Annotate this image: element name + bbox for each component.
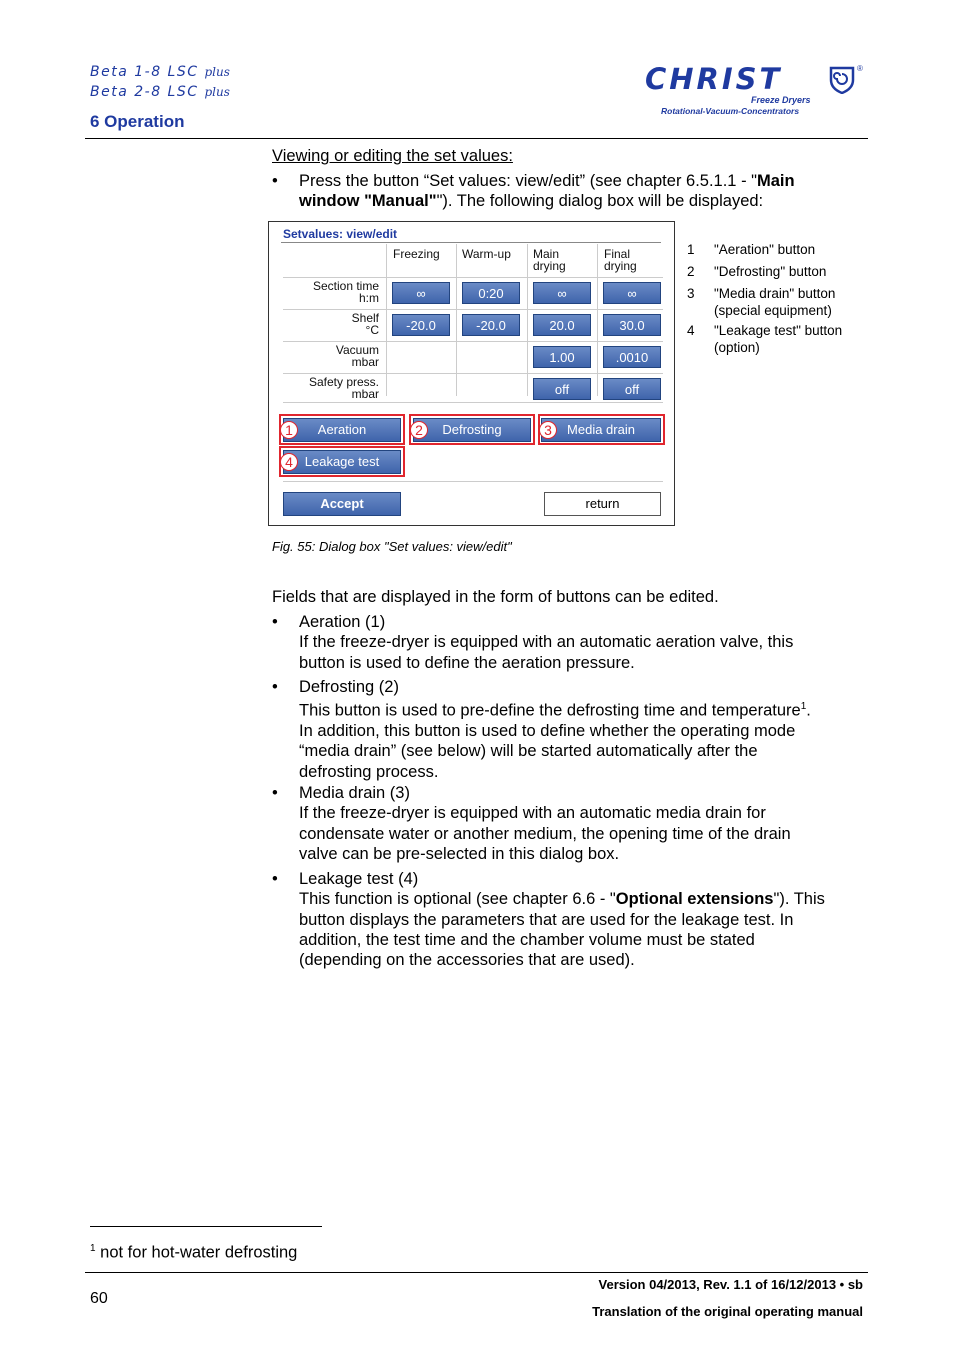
highlight-media-drain: [538, 414, 665, 445]
marker-4: 4: [280, 453, 298, 471]
marker-2: 2: [410, 421, 428, 439]
shelf-final-drying-button[interactable]: 30.0: [603, 314, 661, 336]
header-rule: [85, 138, 868, 139]
row-header-section-time: Section time h:m: [312, 279, 379, 305]
row-header-safety-press: Safety press. mbar: [308, 375, 379, 401]
page-number: 60: [90, 1290, 108, 1307]
figure-caption: Fig. 55: Dialog box "Set values: view/edit": [272, 539, 512, 554]
footer-translation: Translation of the original operating manual: [592, 1304, 863, 1319]
christ-logo: CHRIST ® Freeze Dryers Rotational-Vacuum-Concentrators: [645, 62, 863, 116]
safety-press-final-drying-button[interactable]: off: [603, 378, 661, 400]
col-header-final-drying: Final drying: [604, 247, 637, 273]
media-drain-button[interactable]: Media drain: [541, 418, 661, 442]
legend-text-4: "Leakage test" button (option): [714, 323, 843, 355]
legend-num-3: 3: [687, 286, 695, 301]
safety-press-main-drying-button[interactable]: off: [533, 378, 591, 400]
row-header-vacuum: Vacuum mbar: [335, 343, 379, 369]
col-header-freezing: Freezing: [393, 247, 440, 261]
legend-num-2: 2: [687, 264, 695, 279]
return-button[interactable]: return: [544, 492, 661, 516]
section-time-main-drying-button[interactable]: ∞: [533, 282, 591, 304]
shelf-warmup-button[interactable]: -20.0: [462, 314, 520, 336]
leakage-test-button[interactable]: Leakage test: [283, 450, 401, 474]
legend-text-1: "Aeration" button: [714, 242, 816, 257]
footer-rule: [85, 1272, 868, 1273]
model-name-1: Beta 1-8 LSC plus: [90, 64, 230, 80]
shelf-freezing-button[interactable]: -20.0: [392, 314, 450, 336]
marker-1: 1: [280, 421, 298, 439]
row-header-shelf: Shelf °C: [351, 311, 379, 337]
footer-version: Version 04/2013, Rev. 1.1 of 16/12/2013 • sb: [598, 1277, 863, 1292]
marker-3: 3: [539, 421, 557, 439]
footnote-rule: [90, 1226, 322, 1227]
dialog-title: Setvalues: view/edit: [283, 227, 398, 241]
intro-heading: Viewing or editing the set values:: [272, 147, 513, 165]
vacuum-final-drying-button[interactable]: .0010: [603, 346, 661, 368]
aeration-button[interactable]: Aeration: [283, 418, 401, 442]
vacuum-main-drying-button[interactable]: 1.00: [533, 346, 591, 368]
section-time-warmup-button[interactable]: 0:20: [462, 282, 520, 304]
col-header-warmup: Warm-up: [462, 247, 511, 261]
section-time-freezing-button[interactable]: ∞: [392, 282, 450, 304]
shelf-main-drying-button[interactable]: 20.0: [533, 314, 591, 336]
dialog-screenshot: [268, 221, 675, 526]
footnote: $^1$ not for hot-water defrosting: [90, 1243, 298, 1262]
body-lead: Fields that are displayed in the form of buttons can be edited.: [272, 588, 719, 606]
legend-num-1: 1: [687, 242, 695, 257]
legend-num-4: 4: [687, 323, 695, 338]
logo-tagline-1: Freeze Dryers: [751, 95, 811, 105]
model-name-2: Beta 2-8 LSC plus: [90, 84, 230, 100]
logo-brand: CHRIST: [645, 62, 783, 96]
logo-shield-icon: [829, 66, 855, 94]
accept-button[interactable]: Accept: [283, 492, 401, 516]
legend-text-3: "Media drain" button (special equipment): [714, 286, 836, 318]
legend-text-2: "Defrosting" button: [714, 264, 827, 279]
logo-tagline-2: Rotational-Vacuum-Concentrators: [661, 106, 800, 116]
col-header-main-drying: Main drying: [533, 247, 566, 273]
defrosting-button[interactable]: Defrosting: [413, 418, 531, 442]
section-title: 6 Operation: [90, 112, 185, 131]
section-time-final-drying-button[interactable]: ∞: [603, 282, 661, 304]
